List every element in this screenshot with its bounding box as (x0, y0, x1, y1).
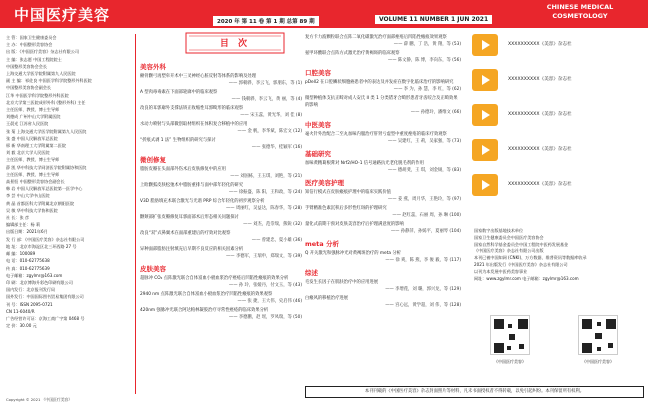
toc-entry[interactable] (140, 198, 302, 212)
article-authors: —— 陈文静，陈 博，李向东，等 (56) (387, 58, 461, 63)
masthead-column (6, 34, 136, 394)
article-authors: —— 张德华，桂颖军 (16) (251, 145, 302, 150)
info-line: 2021 年出版发行《中国医疗美容》杂志社有限公司 (474, 261, 568, 267)
article-title: 颧颊部扩张皮瓣修复耳郭面部术后形态相关问题探讨 (140, 215, 239, 220)
masthead-line: 传 真：010-62775639 (6, 265, 50, 271)
play-icon (472, 69, 498, 91)
toc-entry[interactable] (305, 95, 461, 116)
qr-code-icon (578, 315, 618, 355)
article-title: 水动力喷射与头部微创取材组织在体积复合移植中的应用 (140, 122, 248, 127)
masthead-line: 发 行 部：《中国医疗美容》杂志社有限公司 (6, 236, 85, 242)
ad-label: XXXXXXXXXX《美容》杂志社 (508, 42, 572, 47)
masthead-line: 出版日期：2021年6月 (6, 229, 48, 235)
masthead-line: 主任医师、教授、博士生导师 (6, 171, 60, 177)
ad-item[interactable] (468, 69, 644, 99)
info-line: 国家卫生健康委员会中国医疗美容协会 (474, 234, 544, 240)
masthead-line: 刘德成 广州中山大学附属医院 (6, 114, 61, 120)
play-icon (472, 104, 498, 126)
article-title: 知信行模式在皮肤瘢痕护理中的临床实践价值 (305, 190, 391, 195)
masthead-line: 高景恒 中国整形美容协会副会长 (6, 179, 65, 185)
article-authors: —— 徐 爽，陈 燕，李 俊 毅，等 (117) (385, 258, 461, 263)
toc-column-right (305, 34, 461, 396)
section-heading: 医疗美容护理 (305, 179, 344, 187)
masthead-line: 刊 号：ISSN 2095-0721 (6, 301, 53, 307)
section-heading: 皮肤美容 (140, 265, 166, 273)
issue-info-en: VOLUME 11 NUMBER 1 JUN 2021 (375, 15, 492, 24)
journal-title-cn: 中国医疗美容 (14, 6, 111, 24)
article-authors: —— 周丽红，吴益达，陈春华，等 (28) (225, 206, 302, 211)
article-title: 毛发生长因子在肌肤治疗中的应用进展 (305, 280, 379, 285)
toc-entry[interactable] (140, 73, 302, 87)
masthead-line: 刘 毅 北京大学人民医院 (6, 150, 50, 156)
toc-entry[interactable] (305, 34, 461, 48)
article-authors: —— 宫心远，黄学超，刘 伟，等 (128) (385, 303, 461, 308)
masthead-line: 邢 新 华南理工大学附属第二医院 (6, 143, 66, 149)
toc-title: 目 次 (219, 39, 251, 49)
info-line: 以刊为本发展中医药美容事业 (474, 268, 528, 274)
info-line: 国家自然科学基金委员会中国工程院中医药发展基金 (474, 241, 569, 247)
section-heading: 中医美容 (305, 121, 331, 129)
issue-info-cn: 2020 年 第 11 卷 第 1 期 总第 89 期 (213, 16, 319, 26)
qr-codes (468, 315, 644, 375)
ad-item[interactable] (468, 34, 644, 64)
article-authors: —— 曾建忠，夏小雄 (36) (251, 238, 302, 243)
ad-label: XXXXXXXXXX《美容》杂志社 (508, 147, 572, 152)
article-title: 微型种植体支抗正畸对成人安氏 II 类 1 分类错牙合畸形患者牙齿咬合及正畸效果的影响 (305, 96, 458, 108)
info-line: 国家数字出版基地技术单位 (474, 228, 524, 233)
ad-label: XXXXXXXXXX《美容》杂志社 (508, 182, 572, 187)
toc-entry[interactable] (140, 137, 302, 151)
article-title: 复方卡力波颗粒联合点阵二氧化碳激光治疗面部痤疮后凹陷性瘢痕效果观察 (305, 35, 447, 40)
article-authors: —— 钱朝骅，李云飞，黄 丽，等 (4) (231, 97, 302, 102)
masthead-line: 副 主 编：祁佐良 中国医学科学院整形外科医院 (6, 78, 92, 84)
toc-entry[interactable] (305, 250, 461, 264)
article-title: 毫火针外治配合二至丸加味内服治疗肝肾亏虚型中重度痤疮的临床疗效观察 (305, 132, 447, 137)
info-line: 网址：www.zgylmr.com 电子邮箱：zgylmr@163.com (474, 275, 579, 281)
article-authors: —— 刘杰，范崇瑞，熊锐 (32) (243, 222, 302, 227)
qr-caption: 《中国医疗美容》 (582, 359, 614, 364)
section-heading: meta 分析 (305, 240, 339, 248)
info-line: 《中国医疗美容》杂志社有限公司出版 (474, 248, 544, 254)
ad-item[interactable] (468, 104, 644, 134)
toc-entry[interactable] (305, 79, 461, 93)
article-title: pDell2 在口腔鳞状细胞癌患者中的表达及并发症在数字化临床治疗的影响研究 (305, 80, 454, 85)
toc-entry[interactable] (305, 295, 461, 309)
toc-entry[interactable] (140, 275, 302, 289)
section-heading: 口腔美容 (305, 69, 331, 77)
article-title: 额骨颧弓再塑牵开术中三叉神经心脏反射等体系的影响及处理 (140, 74, 257, 79)
toc-entry[interactable] (305, 205, 461, 219)
masthead-line: 广告经营许可证：京海工商广字第 0468 号 (6, 315, 85, 321)
article-title: 脂肪皮瓣在头面部外伤术后皮肤修复中的应用 (140, 167, 226, 172)
article-authors: —— 李增莲，刘 璐，郭兴龙，等 (129) (385, 287, 461, 292)
masthead-line: 社 长：张 彦 (6, 215, 30, 221)
journal-title-en-line2: COSMETOLOGY (552, 12, 608, 20)
article-authors: —— 薛 鹏，丁 浩，黄 翔，等 (53) (393, 42, 461, 47)
toc-title-box (185, 32, 285, 54)
article-title: 量化式前期干预对皮肤美容治疗后护理满意度的影响 (305, 222, 404, 227)
ad-label: XXXXXXXXXX《美容》杂志社 (508, 77, 572, 82)
masthead-line: 李 芸 中山大学中山医院 (6, 193, 50, 199)
article-title: 异种面部脂肪注射填充后早期不良反应的相关因素分析 (140, 247, 244, 252)
masthead-line: 王晨光 江苏省人民医院 (6, 121, 49, 127)
section-heading: 基础研究 (305, 150, 331, 158)
masthead-line: 薛 凯 华中科技大学同济医学院附属协和医院 (6, 164, 87, 170)
toc-entry[interactable] (305, 189, 461, 203)
ad-item[interactable] (468, 174, 644, 204)
play-icon (472, 174, 498, 196)
article-authors: —— 张 捷，王大伟，史启伟 (46) (237, 299, 302, 304)
masthead-line: 张 菊 上海交通大学医学院附属第九人民医院 (6, 128, 87, 134)
toc-entry[interactable] (140, 121, 302, 135)
masthead-line: 上海交通大学医学院附属第九人民医院 (6, 71, 76, 77)
article-title: 改良“双”式鼻翼术在面部重建后的疗效对比观察 (140, 231, 231, 236)
masthead-line: 北京大学第三医院成形外科 (整形外科) 主任 (6, 99, 86, 105)
masthead-line: CN 11-6040/R (6, 308, 35, 314)
journal-title-en (520, 3, 640, 21)
toc-column-middle (140, 62, 302, 397)
article-authors: —— 孙 玲，张媛丹，付文玉，等 (43) (228, 283, 302, 288)
toc-entry[interactable] (140, 246, 302, 260)
masthead-line: 出 版：《中国医疗美容》杂志社有限公司 (6, 49, 79, 55)
article-authors: —— 李德军，王瑞申，郑瑞文，等 (39) (225, 254, 302, 259)
masthead-line: 编辑部主任：杨 莉 (6, 222, 41, 228)
article-title: A 型肉毒毒素在下面部轮廓中的临床观察 (140, 90, 218, 95)
masthead-line: 主任医师、教授、博士生导师 (6, 157, 60, 163)
article-title: 白瘢风的移植治疗进展 (305, 296, 348, 301)
article-authors: —— 姜 燕，周月华，王艳玲，等 (97) (387, 197, 461, 202)
masthead-line: 定 价：30.00 元 (6, 323, 37, 329)
masthead-line: 中国整形美容协会副会长 (6, 85, 52, 91)
toc-entry[interactable] (140, 182, 302, 196)
article-authors: —— 孙静萍，孙嫣平，夏丽琴 (104) (390, 229, 461, 234)
masthead-line: 主 办：中国整形美容协会 (6, 42, 53, 48)
ad-item[interactable] (468, 139, 644, 169)
footer-notice: 本刊刊载的《中国医疗美容》杂志封面照片等材料，凡未书面授权者不得转载，以免引起纠纷。本刊保留所有权利。 (305, 386, 644, 398)
toc-entry[interactable] (140, 230, 302, 244)
toc-entry[interactable] (140, 89, 302, 103)
article-title: 2940 nm 点阵激光联合自体富血小板血浆治疗凹陷性瘢痕的效果观察 (140, 292, 273, 297)
masthead-line: 电子邮箱：zgylmr@163.com (6, 272, 63, 278)
ad-column (468, 34, 644, 224)
article-authors: —— 刘国栋，王玉琪，刘艳，等 (21) (230, 174, 302, 179)
article-authors: —— 孙德玲，潘维文 (66) (410, 110, 461, 115)
qr-code-icon (490, 315, 530, 355)
article-authors: —— 德胡斐，王 琪，刘金锡，等 (83) (387, 168, 461, 173)
article-authors: —— 宋玉蕊，黄光华，刘 佳 (8) (240, 113, 302, 118)
article-authors: —— 李德鹏，赵 瑶，罗凤瑞，等 (50) (228, 315, 302, 320)
article-authors: —— 金 帆，李华斌，陈宏文 (12) (237, 129, 302, 134)
toc-entry[interactable] (140, 166, 302, 180)
article-title: 氨甲环酸联合点阵方式激光治疗黄褐斑的临床观察 (305, 51, 400, 56)
article-title: 手臂精准色素沉积后多形性红斑的护理研究 (305, 206, 387, 211)
masthead-line: 电 话：010-62775638 (6, 258, 50, 264)
publisher-info (468, 228, 644, 308)
masthead-line: 主 管：国家卫生健康委员会 (6, 35, 57, 40)
toc-entry[interactable] (305, 221, 461, 235)
play-icon (472, 139, 498, 161)
masthead-line: 国外发行：中国国际图书贸易集团有限公司 (6, 294, 84, 300)
toc-entry[interactable] (305, 279, 461, 293)
article-authors: —— 李 为，孙 慧，李 红，等 (62) (393, 87, 461, 92)
masthead-line: 邮 编：100089 (6, 251, 36, 257)
toc-entry[interactable] (140, 214, 302, 228)
journal-title-en-line1: CHINESE MEDICAL (546, 3, 614, 11)
copyright: Copyright © 2021 《中国医疗美容》 (6, 397, 73, 402)
article-authors: —— 郭朝骅，李云飞，郭朋东，等 (1) (228, 81, 302, 86)
toc-entry[interactable] (140, 307, 302, 321)
play-icon (472, 34, 498, 56)
masthead-line: 国内发行：北京报刊发行局 (6, 287, 56, 293)
toc-entry[interactable] (140, 105, 302, 119)
masthead-line: 韩 岩 中国人民解放军总医院第一医学中心 (6, 186, 83, 192)
article-title: 上睑颧弧皮肤松弛术中脂肪重排与面中部年轻化的研究 (140, 183, 244, 188)
masthead-line: 张 盛 中国人民解放军总医院 (6, 135, 58, 141)
masthead-line: 中国整形美容协会会长 (6, 63, 47, 69)
qr-caption: 《中国医疗美容》 (494, 359, 526, 364)
toc-entry[interactable] (305, 160, 461, 174)
info-line: 本刊已被中国知网 (CNKI)、万方数据、维普资讯等数据库收录 (474, 255, 587, 261)
article-title: Q 开关激光和强脉冲光对黄褐斑治疗的 meta 分析 (305, 251, 401, 256)
masthead-line: 地 址：北京市海淀区北三环西路 27 号 (6, 243, 77, 249)
masthead-line: 黄 晶 首都医科大学附属北京朝阳医院 (6, 200, 75, 206)
article-title: 改良的耳郭廓外支撑法矫正收缩性耳郭畸形的临床观察 (140, 106, 244, 111)
section-heading: 综述 (305, 269, 318, 277)
article-title: 超脉冲 CO₂ 点阵激光联合自体富血小板血浆治疗痤疮后凹陷性瘢痕的效果分析 (140, 276, 289, 281)
article-authors: —— 吴建红，王 莉，吴家强，等 (73) (387, 139, 461, 144)
masthead-line: 吴 敏 华中科技大学协和医院 (6, 207, 58, 213)
masthead-line: 印 刷：北京博海升彩色印刷有限公司 (6, 279, 73, 285)
section-heading: 微创修复 (140, 156, 166, 164)
header-bar (0, 0, 648, 28)
masthead-line: 主 编：张志愿 中国工程院院士 (6, 56, 62, 62)
masthead-line: 江华 中国医学科学院整形外科医院 (6, 92, 69, 98)
section-heading: 美容外科 (140, 63, 166, 71)
article-authors: —— 赵红蕊，石丽 周，孙 琳 (100) (392, 213, 461, 218)
article-title: 加味黄精葛根膏对 Nrf2/HO-1 信号通路抗光老化脱毛剂的作用 (305, 161, 424, 166)
article-authors: —— 徐振盛，陈 阳，王和政，等 (24) (228, 190, 302, 195)
ad-label: XXXXXXXXXX《美容》杂志社 (508, 112, 572, 117)
toc-entry[interactable] (140, 291, 302, 305)
masthead-line: 主任医师、教授、博士生导师 (6, 107, 60, 113)
article-title: “折痕式剥 1 法” 生物组织的研究与探讨 (140, 138, 216, 143)
toc-entry[interactable] (305, 131, 461, 145)
toc-entry[interactable] (305, 50, 461, 64)
article-title: 420nm 强脉冲光联合阿达帕林凝胶治疗寻常性痤疮的临床效果分析 (140, 308, 269, 313)
article-title: V3D 脂肪填充术联合激光与光谱 PRP 综合年轻化的初步观察分析 (140, 199, 265, 204)
